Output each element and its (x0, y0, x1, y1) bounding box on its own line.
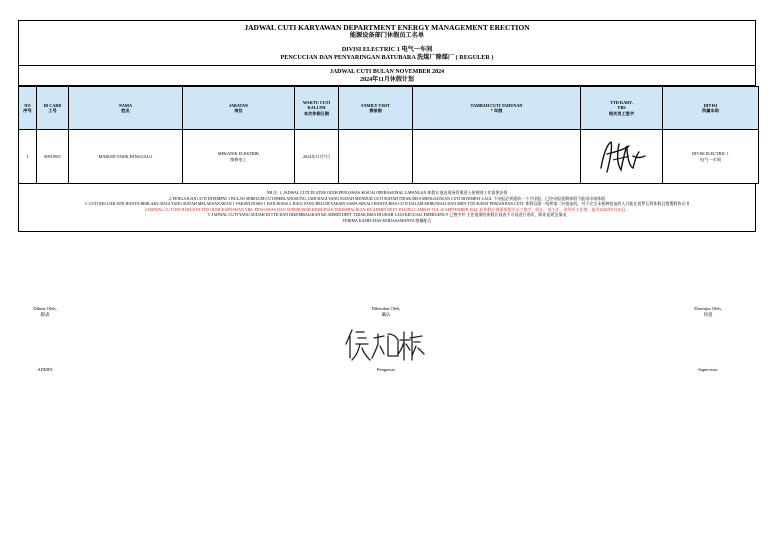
cell-family (339, 130, 413, 184)
known-by-label: Diketahui Oleh, (371, 306, 401, 311)
header-division: DIVISI ELECTRIC 1 电气一车间 (341, 46, 433, 53)
cell-tambah (413, 130, 581, 184)
month-title: JADWAL CUTI BULAN NOVEMBER 2024 (329, 69, 445, 75)
notes-section (18, 184, 756, 232)
col-ttd: TTD KARY. YBS 相关员工签字 (581, 87, 663, 130)
note-2: 2. PENGAJUAN CUTI DITEMPAT 1 BULAN SEBELUM CUTI/BERLANGSUNG, JADI BAGI YANG SUDAH MUNDUR CUTI SUDAH TIDAK BISA MENGAJUKAN CUTI DITEMPAT LAGI. 不申报必须提前一个月申报，已经申报延期休假不能再申请休假 (168, 195, 606, 201)
table-header-row (19, 87, 759, 130)
supervisor-signature (340, 324, 430, 364)
document-header (18, 20, 756, 66)
cell-nama: MARUDI TASIK PANGGALO (69, 130, 183, 184)
col-waktu: WAKTU CUTI KALI INI 本次休假日期 (295, 87, 339, 130)
note-6: TERIMA KASIH ATAS KERJASAMANYA 感谢配合 (342, 217, 432, 223)
known-by-label-cn: 确认 (381, 312, 391, 317)
note-1: NB 注: 1. JADWAL CUTI DI ATUR OLEH PENGAWAS SESUAI OPERASIONAL LAPANGAN 休假计划由现场管理进入按规则工作需要安排 (266, 190, 508, 195)
approved-by-label: Disetujui Oleh, (694, 306, 722, 311)
made-by-label-cn: 制表 (40, 312, 50, 317)
col-idcard: ID CARD 工号 (37, 87, 69, 130)
leave-table (18, 86, 759, 184)
cell-divisi: DIVISI ELECTRIC 1 电气一车间 (663, 130, 759, 184)
signature-middle (366, 306, 406, 318)
col-family: FAMILY VISIT 探亲假 (339, 87, 413, 130)
approved-by-label-cn: 同意 (703, 312, 713, 317)
signature-left (30, 306, 60, 318)
table-row (19, 130, 759, 184)
cell-ttd (581, 130, 663, 184)
cell-no: 1 (19, 130, 37, 184)
cell-waktu: 2024年11月7日 (295, 130, 339, 184)
month-title-cn: 2024年11月休假计划 (360, 77, 414, 83)
col-jabatan: JABATAN 岗位 (183, 87, 295, 130)
note-4: 4.JADWAL CUTI INI HARUS DI TTD OLEH KARYAWAN YBS, PENGAWAS DAN SUPERVISOR KEMUDIAN DIKEMBALIKAN KE ADMIN DEPT. PALING LAMBAT TGL 20 SEPTEMBER 2024. 此休假计划需要相关员工签字，组长，部主任，领导所主任签，最迟2024年9月20日。 (144, 206, 630, 212)
signature-right (688, 306, 728, 318)
col-tambah: TAMBAH CUTI TAHUNAN * 年假 (413, 87, 581, 130)
signature-right-role: Supervisor (698, 367, 718, 372)
employee-signature (593, 136, 651, 176)
signature-middle-role: Pengawas (377, 367, 395, 372)
month-header (18, 66, 756, 86)
note-5: 5. JADWAL CUTI YANG SUDAH DI TTD DAN DIKEMBALIKAN KE ADMIN DEPT. TIDAK BISA DI UBAH LAGI KECUALI EMERGENCY 已签字并 主任批准的休假计划表不可再进行更改，除非是紧急情况 (207, 212, 567, 218)
header-title: JADWAL CUTI KARYAWAN DEPARTMENT ENERGY MANAGEMENT ERECTION (244, 23, 530, 32)
header-title-cn: 能源设备部门休假员工名单 (349, 32, 425, 39)
col-nama: NAMA 姓名 (69, 87, 183, 130)
cell-jabatan: MEKANIK ELEKTRIK 维修电工 (183, 130, 295, 184)
header-department: PENCUCIAN DAN PENYARINGAN BATUBARA 洗煤厂筛煤厂 ( REGULER ) (280, 54, 494, 61)
col-divisi: DIVISI 所属车间 (663, 87, 759, 130)
made-by-label: Dibuat Oleh, (33, 306, 57, 311)
schedule-sheet (18, 20, 756, 232)
cell-idcard: S0918931 (37, 130, 69, 184)
signature-left-role: ADMIN (37, 367, 53, 372)
note-3: 3. CUTI KELUAR SITE HANYA BERLAKU BAGI YANG SUDAH MELAKSANAKAN 1 VAKSIN DOSIS 1 DAN DOSIS 2. BAGI YANG BELUM VAKSIN SAMA SEKALI HANYA BISA CUTI DALAM MOROWALI DAN MEN-TTD SURAT PERJANJIAN CUTI. 休假仅限一级和第二针疫苗的。对于完全未接种疫苗的人只能在莫罗瓦利休假且签署假协议书 (84, 201, 690, 207)
col-no: NO 序号 (19, 87, 37, 130)
